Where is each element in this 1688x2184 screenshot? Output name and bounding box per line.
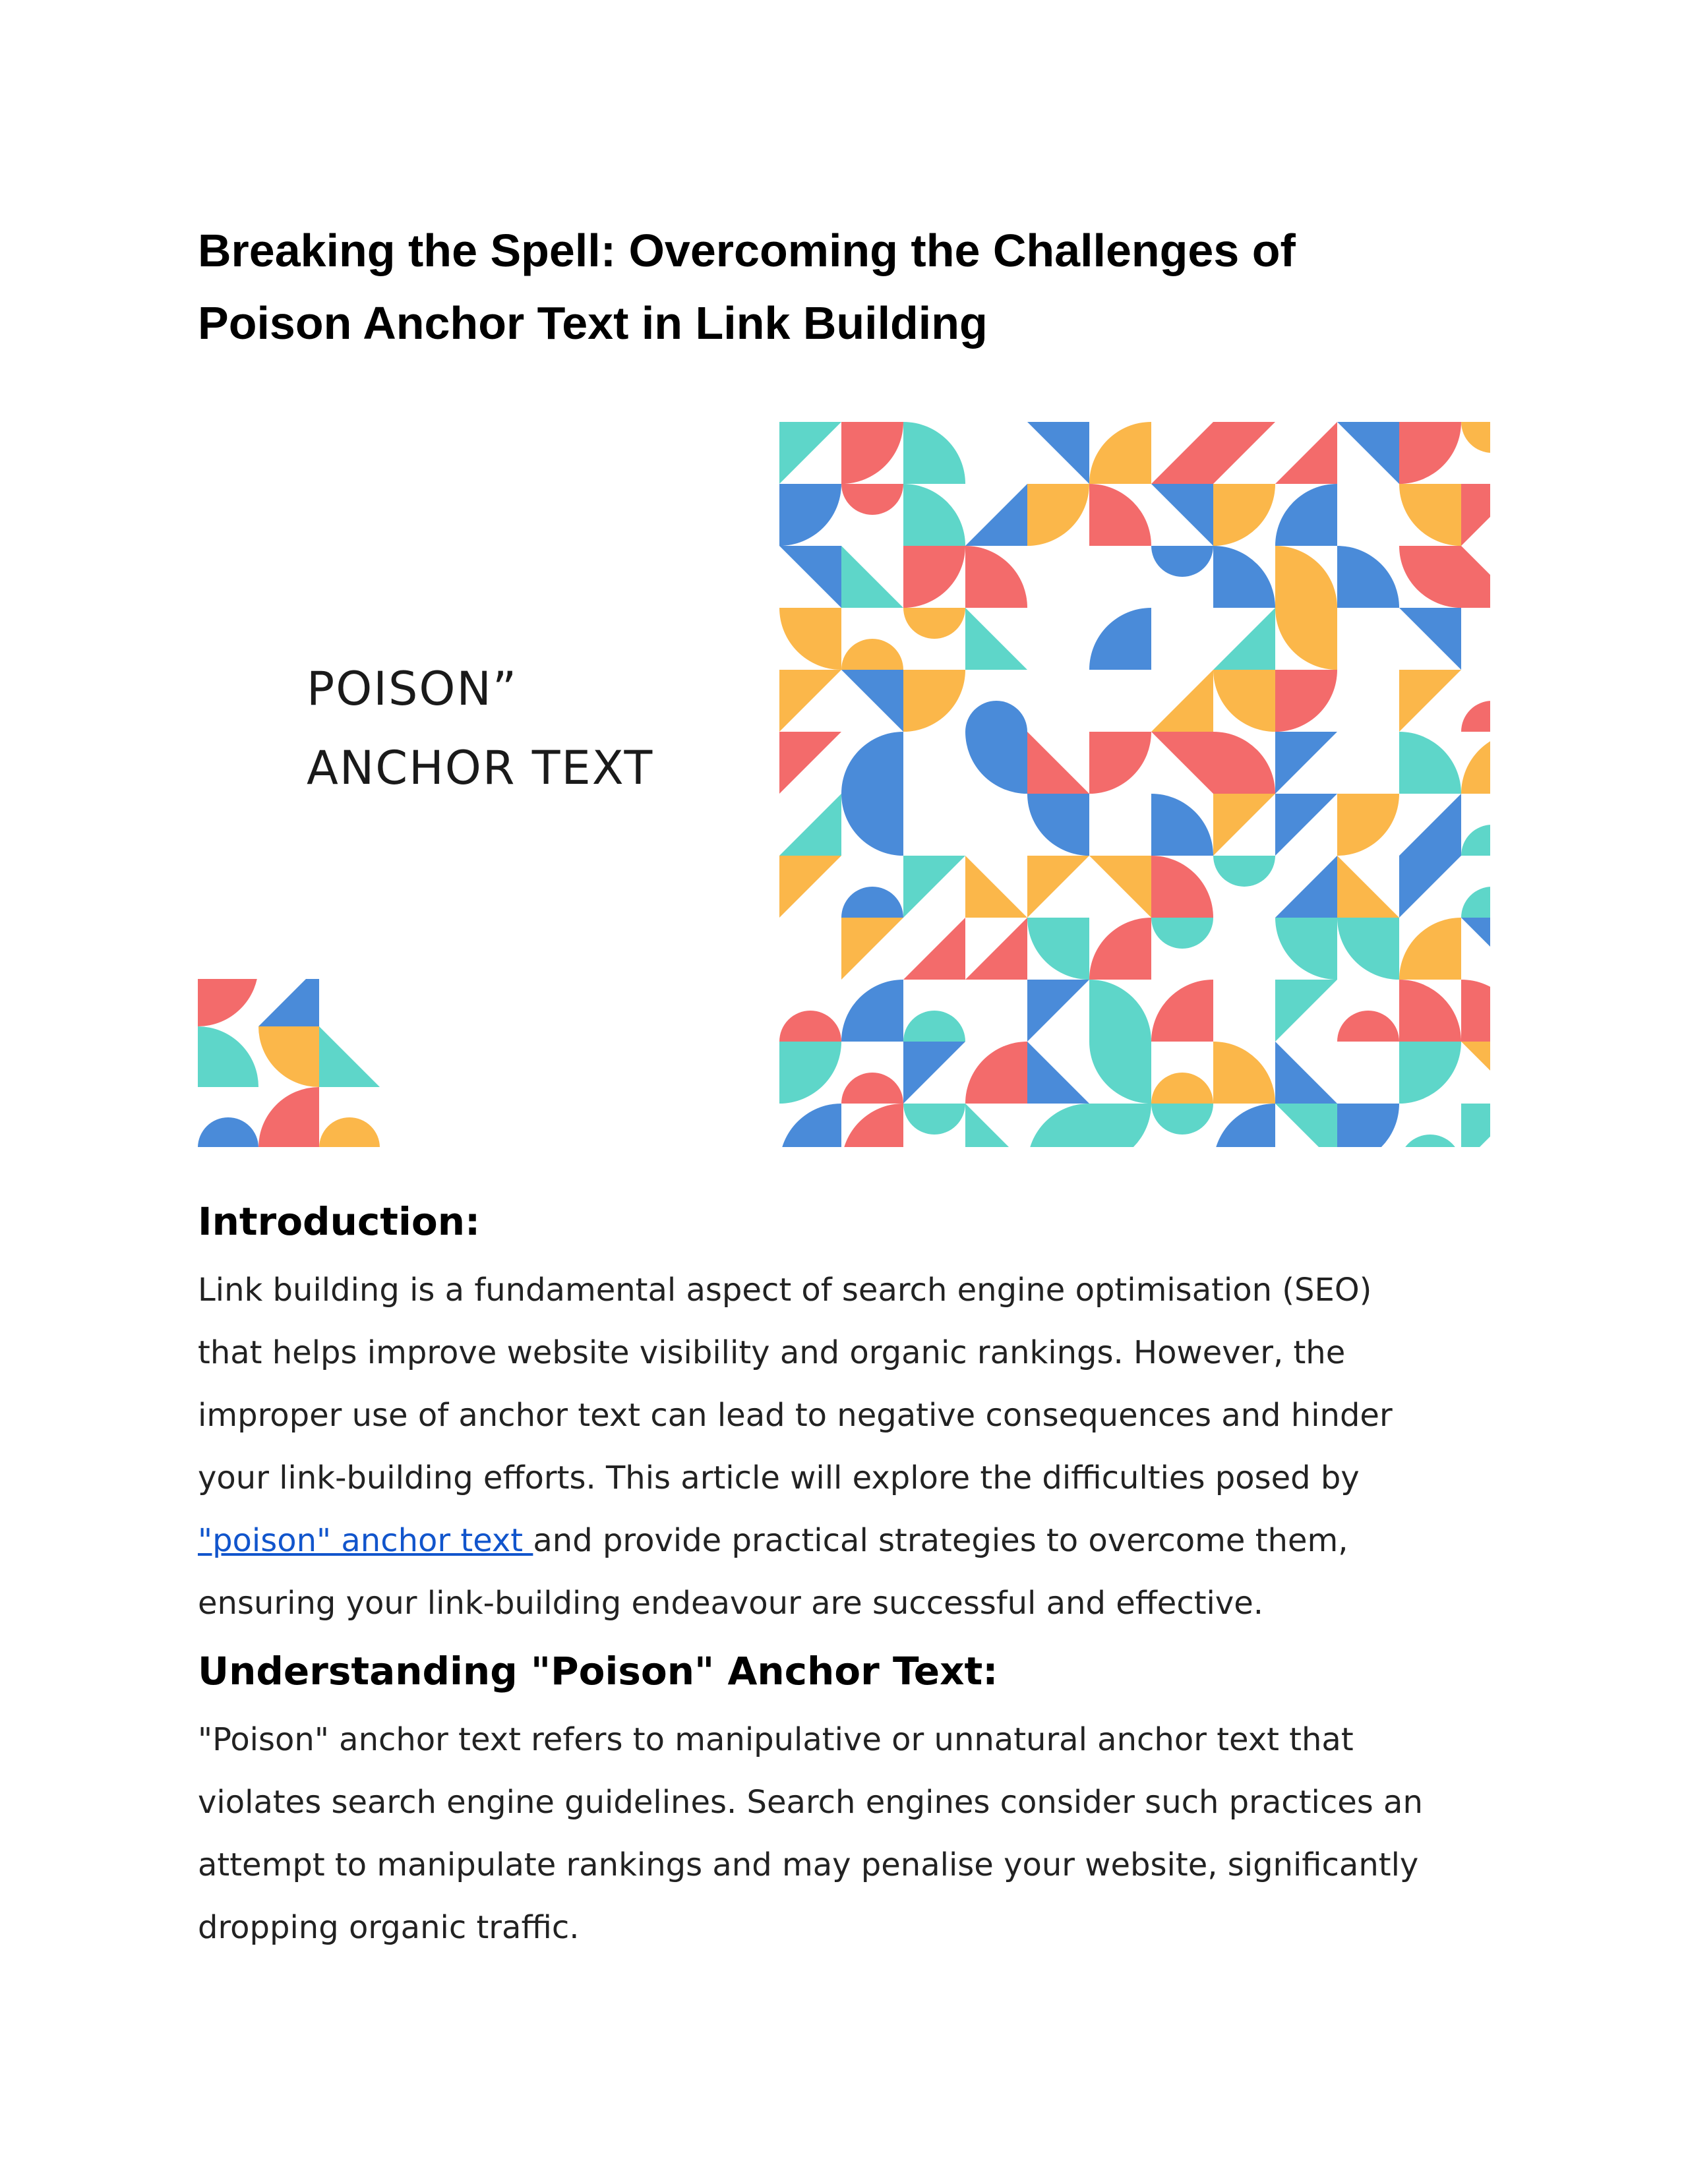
pattern-shape [1151, 1073, 1213, 1104]
pattern-shape [1399, 546, 1461, 608]
pattern-shape [1461, 980, 1490, 1042]
pattern-shape [779, 608, 841, 670]
pattern-shape [319, 1117, 380, 1147]
pattern-shape [965, 918, 1027, 980]
pattern-shape [1275, 484, 1337, 546]
pattern-shape [1027, 1042, 1089, 1104]
pattern-shape [1275, 918, 1337, 980]
pattern-shape [903, 484, 965, 546]
pattern-shape [903, 1104, 965, 1135]
pattern-shape [1089, 484, 1151, 546]
pattern-shape [1089, 608, 1151, 670]
pattern-shape [965, 856, 1027, 918]
pattern-shape [1213, 670, 1275, 732]
pattern-shape [965, 701, 1027, 732]
pattern-shape [903, 1042, 965, 1104]
pattern-shape [1275, 608, 1337, 670]
pattern-shape [1213, 1042, 1275, 1104]
pattern-shape [779, 732, 841, 794]
pattern-shape [1151, 980, 1213, 1042]
pattern-shape [1027, 732, 1089, 794]
pattern-shape [1151, 1104, 1213, 1135]
pattern-shape [1089, 856, 1151, 918]
corner-geometric-pattern [198, 979, 389, 1147]
pattern-shape [1213, 856, 1275, 887]
pattern-shape [1027, 484, 1089, 546]
pattern-shape [1399, 1042, 1461, 1104]
pattern-shape [1275, 1042, 1337, 1104]
understanding-heading: Understanding "Poison" Anchor Text: [198, 1649, 998, 1694]
pattern-shape [965, 608, 1027, 670]
pattern-shape [1275, 732, 1337, 794]
understanding-paragraph: "Poison" anchor text refers to manipulative or unnatural anchor text that violates search engine guidelines. Search engines consider such practices an attempt to manipulate rankings and may penalise your website, significantly dropping organic traffic. [198, 1721, 1423, 1946]
pattern-shape [1027, 918, 1089, 980]
pattern-shape [903, 422, 965, 484]
pattern-shape [1399, 980, 1461, 1042]
pattern-shape [1461, 484, 1490, 546]
pattern-shape [903, 1011, 965, 1042]
pattern-shape [1399, 794, 1461, 856]
pattern-shape [1275, 1104, 1337, 1147]
pattern-shape [1151, 546, 1213, 577]
pattern-shape [1027, 980, 1089, 1042]
pattern-shape [1027, 794, 1089, 856]
pattern-shape [903, 546, 965, 608]
pattern-shape [1027, 422, 1089, 484]
pattern-shape [1399, 1135, 1461, 1147]
pattern-shape [1275, 546, 1337, 608]
pattern-shape [779, 484, 841, 546]
pattern-shape [1399, 918, 1461, 980]
pattern-shape [1213, 1104, 1275, 1147]
pattern-shape [1151, 732, 1213, 794]
pattern-shape [1089, 1042, 1151, 1104]
pattern-shape [965, 732, 1027, 794]
article-title-line-1: Breaking the Spell: Overcoming the Challenges of [198, 225, 1296, 276]
pattern-shape [1213, 484, 1275, 546]
pattern-shape [1399, 670, 1461, 732]
pattern-shape [1027, 1104, 1089, 1147]
pattern-shape [903, 856, 965, 918]
pattern-shape [779, 670, 841, 732]
pattern-shape [198, 1117, 258, 1147]
pattern-shape [1089, 732, 1151, 794]
pattern-shape [1275, 794, 1337, 856]
pattern-shape [903, 670, 965, 732]
pattern-shape [1461, 546, 1490, 608]
pattern-shape [841, 546, 903, 608]
pattern-shape [1399, 484, 1461, 546]
pattern-shape [319, 1026, 380, 1087]
pattern-shape [258, 1087, 319, 1147]
pattern-shape [1461, 887, 1490, 918]
pattern-shape [779, 794, 841, 856]
pattern-shape [1275, 422, 1337, 484]
pattern-shape [841, 732, 903, 794]
pattern-shape [841, 422, 903, 484]
pattern-shape [779, 1104, 841, 1147]
pattern-shape [1461, 732, 1490, 794]
intro-heading: Introduction: [198, 1199, 481, 1244]
pattern-shape [841, 1104, 903, 1147]
pattern-shape [965, 484, 1027, 546]
pattern-shape [779, 856, 841, 918]
pattern-shape [1213, 732, 1275, 794]
pattern-shape [965, 546, 1027, 608]
pattern-shape [1399, 608, 1461, 670]
pattern-shape [841, 670, 903, 732]
pattern-shape [965, 1104, 1027, 1147]
pattern-shape [841, 1073, 903, 1104]
pattern-shape [1151, 918, 1213, 949]
pattern-shape [965, 1042, 1027, 1104]
pattern-shape [1089, 422, 1151, 484]
article-title-line-2: Poison Anchor Text in Link Building [198, 297, 988, 349]
pattern-shape [1337, 422, 1399, 484]
pattern-shape [1399, 422, 1461, 484]
pattern-shape [841, 794, 903, 856]
pattern-shape [841, 887, 903, 918]
pattern-shape [903, 918, 965, 980]
pattern-shape [1151, 856, 1213, 918]
intro-paragraph: Link building is a fundamental aspect of search engine optimisation (SEO) that helps improve website visibility and organic rankings. However, the improper use of anchor text can lead to negative consequences and hinder your link-building efforts. This article will explore the difficulties posed by "poison" anchor text and provide practical strategies to overcome them, ensuring your link-building endeavour are successful and effective. [198, 1272, 1393, 1622]
pattern-shape [1213, 422, 1275, 484]
pattern-shape [1461, 918, 1490, 980]
pattern-shape [1151, 794, 1213, 856]
banner-caption-line-1: POISON” [307, 662, 518, 716]
pattern-shape [1089, 980, 1151, 1042]
pattern-shape [1337, 918, 1399, 980]
pattern-shape [841, 484, 903, 515]
pattern-shape [258, 979, 319, 1026]
pattern-shape [1337, 1104, 1399, 1147]
banner-caption-line-2: ANCHOR TEXT [307, 741, 654, 795]
pattern-shape [1461, 701, 1490, 732]
pattern-shape [1151, 422, 1213, 484]
pattern-shape [841, 980, 903, 1042]
pattern-shape [779, 1042, 841, 1104]
header-banner-image [198, 422, 1490, 1147]
pattern-shape [841, 639, 903, 670]
pattern-shape [1089, 918, 1151, 980]
pattern-shape [1399, 856, 1461, 918]
pattern-shape [1337, 794, 1399, 856]
pattern-shape [198, 979, 258, 1026]
pattern-shape [198, 1026, 258, 1087]
pattern-shape [1461, 422, 1490, 453]
pattern-shape [1337, 1011, 1399, 1042]
pattern-shape [1399, 732, 1461, 794]
pattern-shape [1275, 670, 1337, 732]
pattern-shape [1461, 1104, 1490, 1147]
pattern-shape [779, 1011, 841, 1042]
banner-caption [307, 649, 653, 808]
pattern-shape [1089, 1104, 1151, 1147]
pattern-shape [1213, 794, 1275, 856]
pattern-shape [841, 918, 903, 980]
pattern-shape [779, 546, 841, 608]
pattern-shape [1461, 825, 1490, 856]
geometric-pattern [779, 422, 1490, 1147]
article-title [198, 214, 1517, 359]
pattern-shape [1461, 1042, 1490, 1104]
pattern-shape [1213, 546, 1275, 608]
pattern-shape [1275, 856, 1337, 918]
pattern-shape [258, 1026, 319, 1087]
pattern-shape [1151, 670, 1213, 732]
pattern-shape [1151, 484, 1213, 546]
poison-anchor-text-link[interactable]: "poison" anchor text [198, 1522, 533, 1559]
pattern-shape [1213, 608, 1275, 670]
pattern-shape [903, 608, 965, 639]
pattern-shape [1027, 856, 1089, 918]
pattern-shape [1337, 546, 1399, 608]
pattern-shape [1275, 980, 1337, 1042]
pattern-shape [1337, 856, 1399, 918]
pattern-shape [779, 422, 841, 484]
